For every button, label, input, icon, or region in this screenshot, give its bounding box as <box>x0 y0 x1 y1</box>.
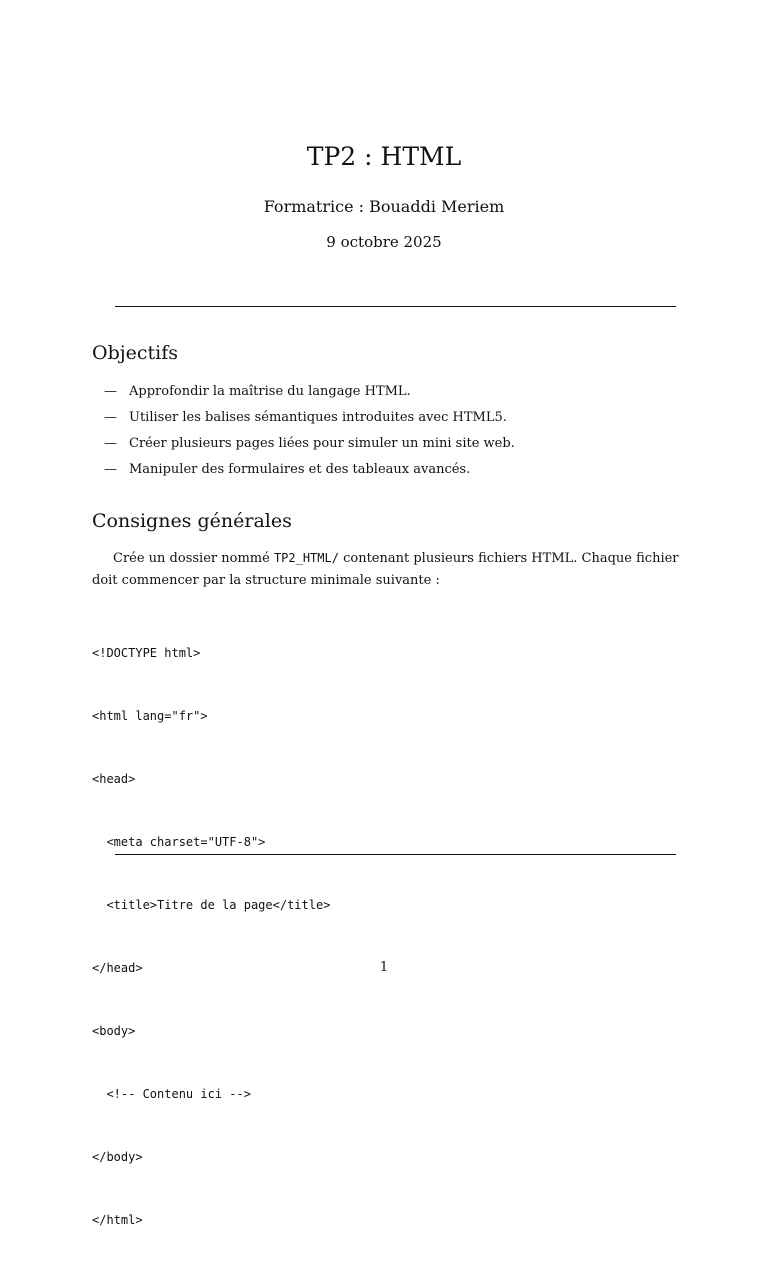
list-item <box>104 379 515 405</box>
dash-bullet-icon: — <box>104 384 117 399</box>
code-line: </html> <box>92 1213 143 1227</box>
paragraph-text-end: contenant plusieurs fichiers HTML. Chaque fichier doit commencer par la structure minimale suivante : <box>92 551 679 588</box>
dash-bullet-icon: — <box>104 462 117 477</box>
dash-bullet-icon: — <box>104 410 117 425</box>
list-item <box>104 405 515 431</box>
objectifs-list <box>104 379 515 483</box>
page-number: 1 <box>379 960 389 975</box>
code-line: <!DOCTYPE html> <box>92 646 201 660</box>
code-line: <title>Titre de la page</title> <box>92 898 331 912</box>
document-date: 9 octobre 2025 <box>326 233 442 251</box>
author-line: Formatrice : Bouaddi Meriem <box>263 197 505 216</box>
list-item-text: Manipuler des formulaires et des tableaux avancés. <box>129 462 471 477</box>
code-line: <html lang="fr"> <box>92 709 208 723</box>
folder-name: TP2_HTML/ <box>273 551 339 565</box>
paragraph-text-start: Crée un dossier nommé <box>113 551 274 566</box>
code-line: <head> <box>92 772 136 786</box>
bottom-horizontal-rule <box>115 854 676 855</box>
list-item <box>104 431 515 457</box>
list-item <box>104 457 515 483</box>
code-line: <meta charset="UTF-8"> <box>92 835 266 849</box>
list-item-text: Utiliser les balises sémantiques introduites avec HTML5. <box>129 410 507 425</box>
top-horizontal-rule <box>115 306 676 307</box>
code-line: </head> <box>92 961 143 975</box>
dash-bullet-icon: — <box>104 436 117 451</box>
list-item-text: Approfondir la maîtrise du langage HTML. <box>129 384 411 399</box>
code-block <box>92 601 330 1273</box>
objectifs-heading: Objectifs <box>92 342 179 364</box>
list-item-text: Créer plusieurs pages liées pour simuler un mini site web. <box>129 436 515 451</box>
code-line: <!-- Contenu ici --> <box>92 1087 251 1101</box>
consignes-paragraph <box>92 547 682 592</box>
document-title: TP2 : HTML <box>306 142 462 171</box>
code-line: <body> <box>92 1024 136 1038</box>
code-line: </body> <box>92 1150 143 1164</box>
consignes-heading: Consignes générales <box>92 510 292 532</box>
